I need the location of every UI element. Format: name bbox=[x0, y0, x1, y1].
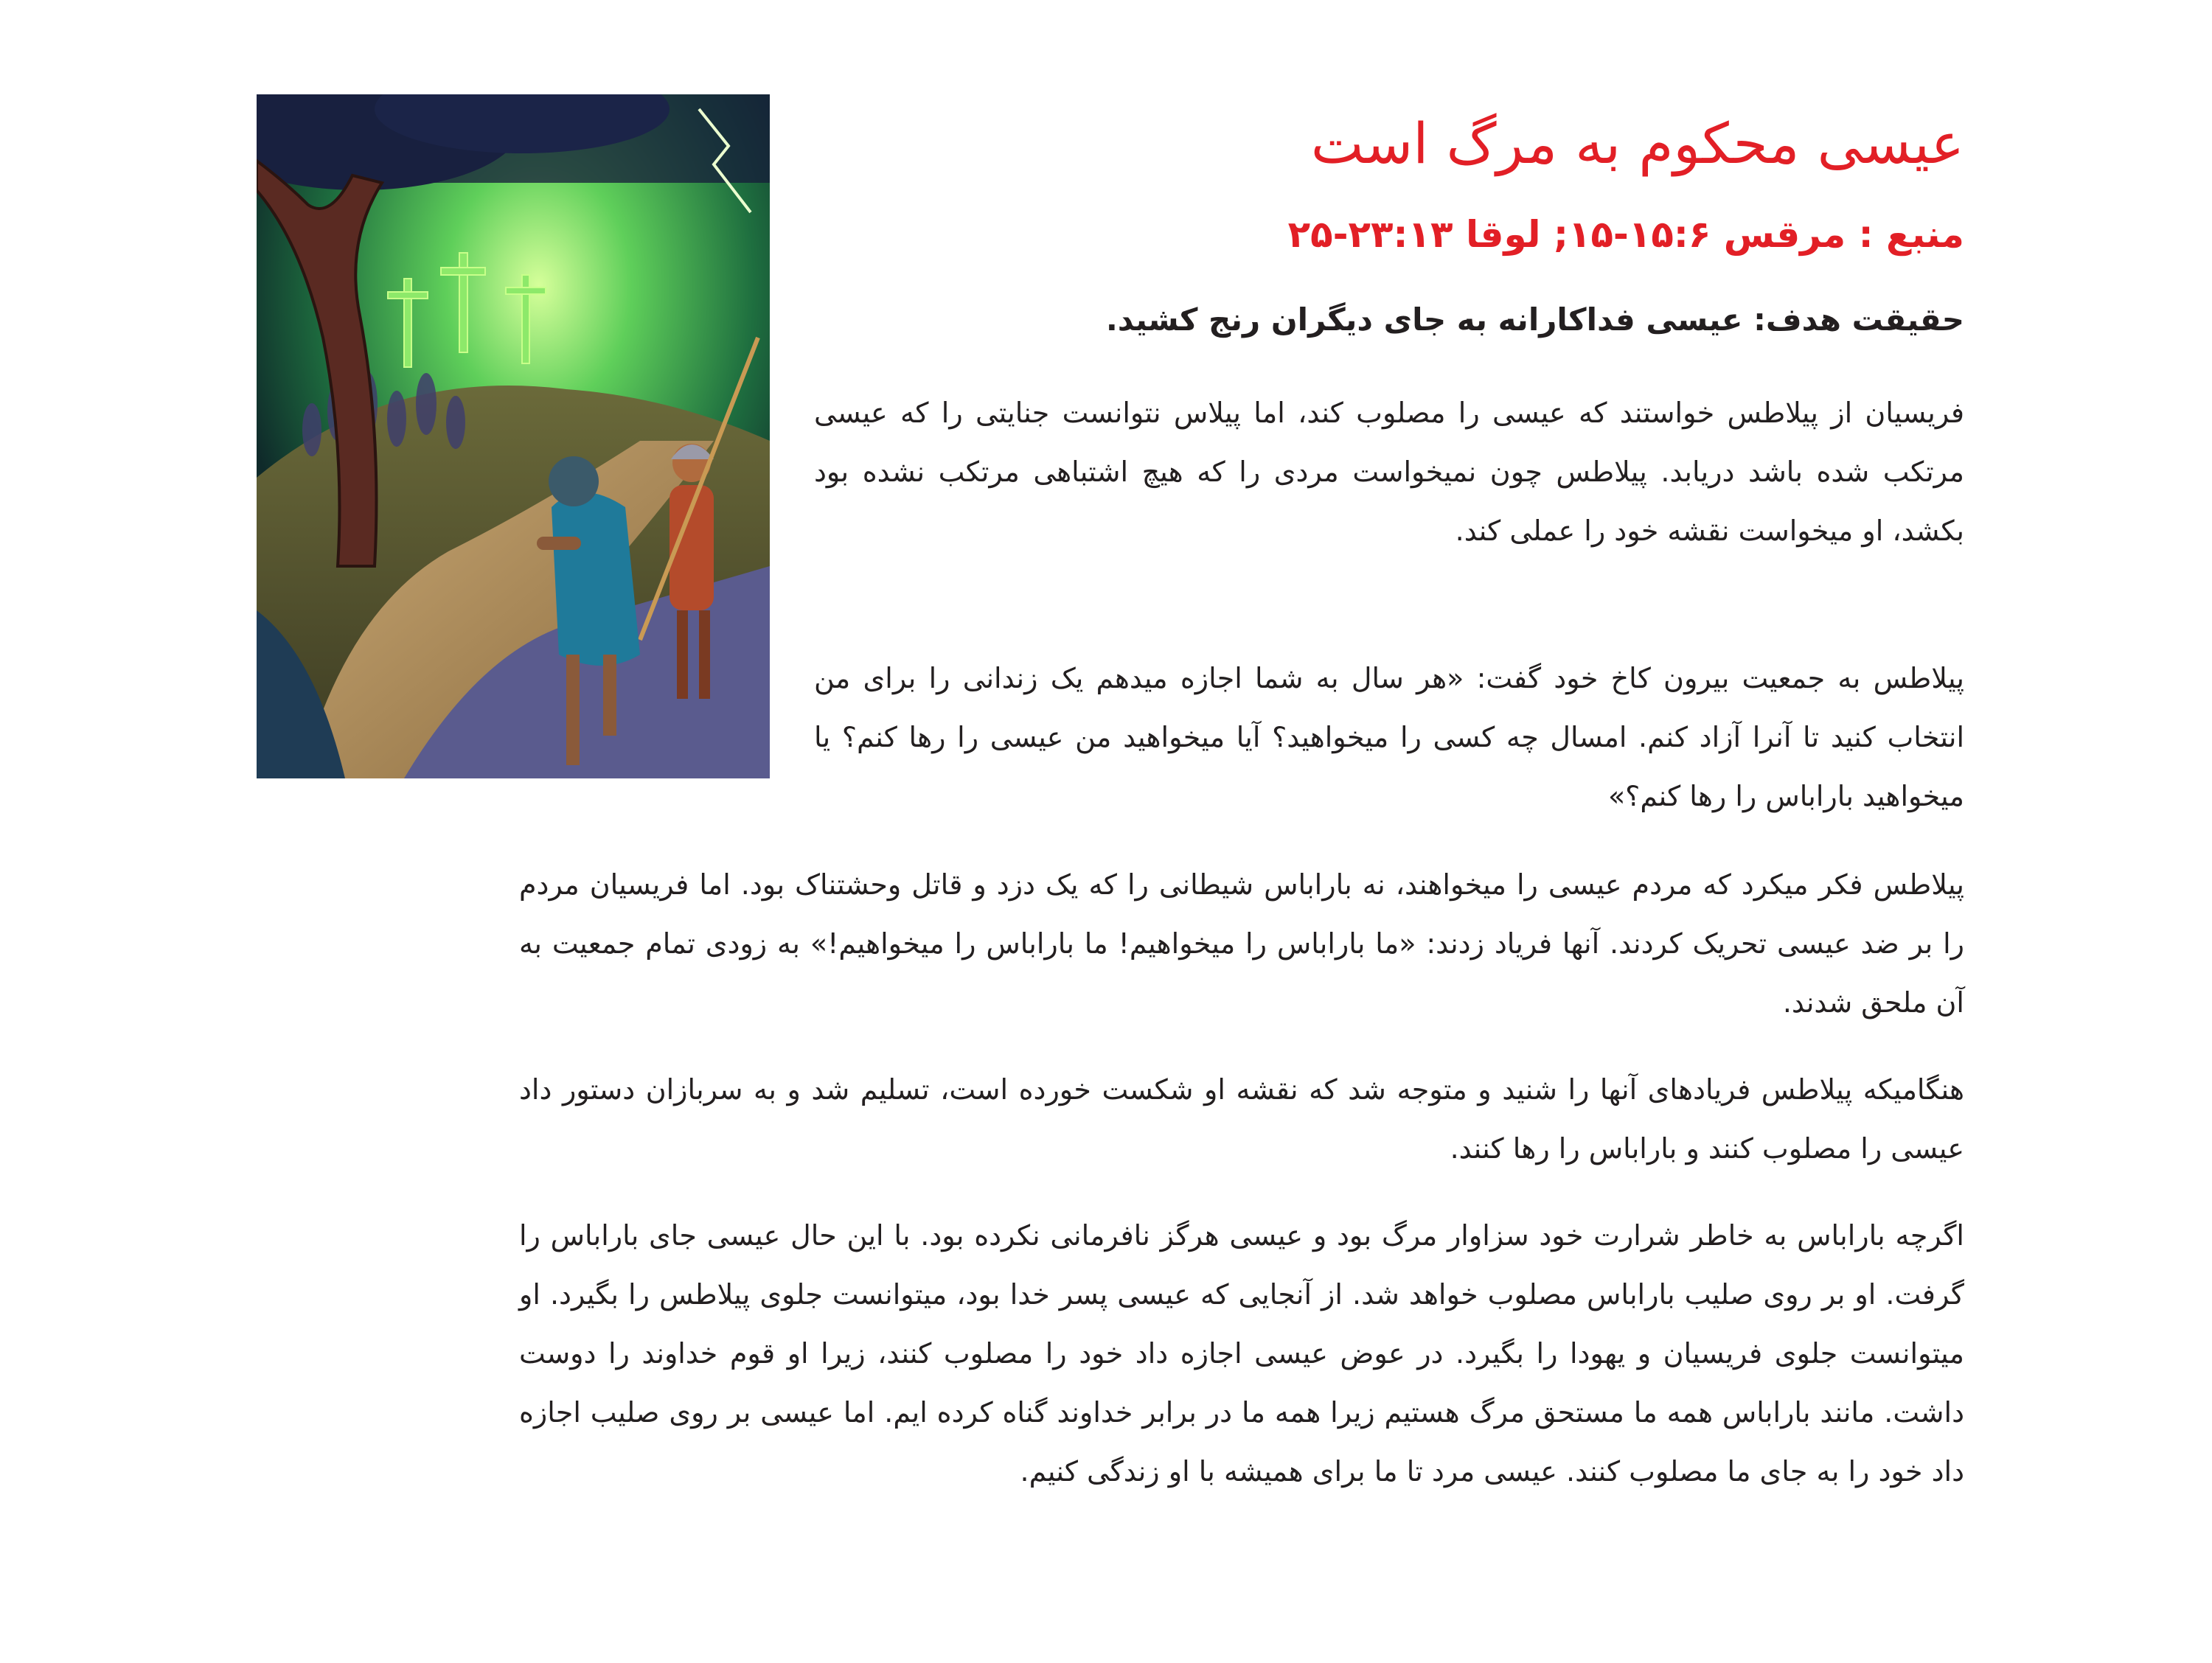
target-truth: حقیقت هدف: عیسی فداکارانه به جای دیگران رنج کشید. bbox=[1105, 301, 1964, 338]
paragraph-1: فریسیان از پیلاطس خواستند که عیسی را مصلوب کند، اما پیلاس نتوانست جنایتی را که عیسی مرتکب شده باشد دریابد. پیلاطس چون نمیخواست مردی را که هیچ اشتباهی مرتکب نشده بود بکشد، او میخواست نقشه خود را عملی کند. bbox=[814, 397, 1964, 547]
paragraph-3: پیلاطس فکر میکرد که مردم عیسی را میخواهند، نه باراباس شیطانی را که یک دزد و قاتل وحشتناک بود. اما فریسیان مردم را بر ضد عیسی تحریک کردند. آنها فریاد زدند: «ما باراباس را میخواهیم! ما باراباس را میخواهیم!» به زودی تمام جمعیت به آن ملحق شدند. bbox=[519, 868, 1964, 1019]
paragraph-4: هنگامیکه پیلاطس فریادهای آنها را شنید و متوجه شد که نقشه او شکست خورده است، تسلیم شد و به سربازان دستور داد عیسی را مصلوب کنند و باراباس را رها کنند. bbox=[519, 1073, 1964, 1165]
paragraph-2: پیلاطس به جمعیت بیرون کاخ خود گفت: «هر سال به شما اجازه میدهم یک زندانی را برای من انتخاب کنید تا آنرا آزاد کنم. امسال چه کسی را میخواهید؟ آیا میخواهید من عیسی را رها کنم؟ یا میخواهید باراباس را رها کنم؟» bbox=[814, 662, 1964, 812]
crucifixion-scene-image bbox=[257, 94, 770, 778]
paragraph-5: اگرچه باراباس به خاطر شرارت خود سزاوار مرگ بود و عیسی هرگز نافرمانی نکرده بود. با این حال عیسی جای باراباس را گرفت. او بر روی صلیب باراباس مصلوب خواهد شد. از آنجایی که عیسی پسر خدا بود، میتوانست جلوی پیلاطس را بگیرد. او میتوانست جلوی فریسیان و یهودا را بگیرد. در عوض عیسی اجازه داد خود را مصلوب کنند، زیرا او قوم خداوند را دوست داشت. مانند باراباس همه ما مستحق مرگ هستیم زیرا همه ما در برابر خداوند گناه کرده ایم. اما عیسی بر روی صلیب اجازه داد خود را به جای ما مصلوب کنند. عیسی مرد تا ما برای همیشه با او زندگی کنیم. bbox=[519, 1219, 1964, 1488]
page-title: عیسی محکوم به مرگ است bbox=[1310, 111, 1964, 176]
scripture-source: منبع : مرقس ۱۵:۶-۱۵; لوقا ۲۳:۱۳-۲۵ bbox=[1287, 213, 1964, 256]
story-illustration bbox=[257, 94, 770, 778]
